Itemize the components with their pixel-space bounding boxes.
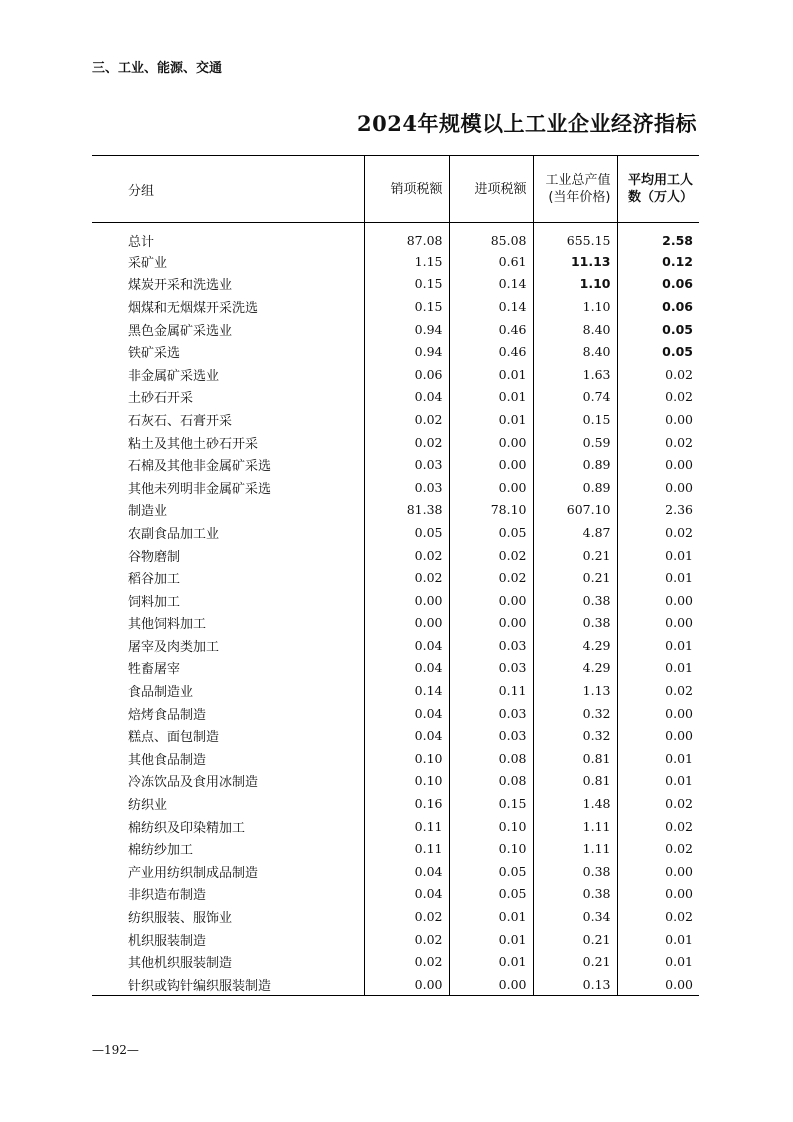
column-header-workers-line1: 平均用工人 <box>627 173 693 188</box>
sales-tax-cell: 0.04 <box>364 883 449 906</box>
input-tax-cell: 0.03 <box>449 634 533 657</box>
input-tax-cell: 78.10 <box>449 499 533 522</box>
table-row <box>92 408 699 431</box>
workers-cell: 0.06 <box>617 295 699 318</box>
sales-tax-cell: 0.11 <box>364 837 449 860</box>
output-value-cell: 0.13 <box>533 973 617 996</box>
sales-tax-cell: 0.04 <box>364 386 449 409</box>
input-tax-cell: 0.10 <box>449 815 533 838</box>
input-tax-cell: 0.03 <box>449 657 533 680</box>
table-row <box>92 476 699 499</box>
input-tax-cell: 0.05 <box>449 860 533 883</box>
input-tax-cell: 0.01 <box>449 363 533 386</box>
output-value-cell: 4.87 <box>533 521 617 544</box>
output-value-cell: 1.10 <box>533 295 617 318</box>
row-label: 农副食品加工业 <box>128 526 220 542</box>
sales-tax-cell: 0.04 <box>364 724 449 747</box>
sales-tax-cell: 0.02 <box>364 928 449 951</box>
column-header-output-value-line1: 工业总产值 <box>545 173 611 188</box>
table-row <box>92 386 699 409</box>
workers-cell: 0.00 <box>617 476 699 499</box>
output-value-cell: 0.89 <box>533 476 617 499</box>
row-label: 黑色金属矿采选业 <box>128 323 233 339</box>
table-row <box>92 724 699 747</box>
input-tax-cell: 0.14 <box>449 273 533 296</box>
column-header-input-tax: 进项税额 <box>449 156 533 223</box>
input-tax-cell: 0.02 <box>449 566 533 589</box>
row-label: 冷冻饮品及食用冰制造 <box>128 775 259 791</box>
output-value-cell: 0.38 <box>533 589 617 612</box>
row-label: 屠宰及肉类加工 <box>128 639 220 655</box>
workers-cell: 0.02 <box>617 431 699 454</box>
output-value-cell: 0.59 <box>533 431 617 454</box>
workers-cell: 0.00 <box>617 612 699 635</box>
input-tax-cell: 0.02 <box>449 544 533 567</box>
sales-tax-cell: 0.00 <box>364 589 449 612</box>
workers-cell: 0.02 <box>617 363 699 386</box>
sales-tax-cell: 0.02 <box>364 950 449 973</box>
output-value-cell: 0.34 <box>533 905 617 928</box>
table-row <box>92 747 699 770</box>
workers-cell: 0.02 <box>617 679 699 702</box>
table-row <box>92 544 699 567</box>
table-row <box>92 860 699 883</box>
input-tax-cell: 0.00 <box>449 973 533 996</box>
input-tax-cell: 0.14 <box>449 295 533 318</box>
row-label: 焙烤食品制造 <box>128 707 207 723</box>
workers-cell: 0.05 <box>617 318 699 341</box>
input-tax-cell: 0.01 <box>449 950 533 973</box>
input-tax-cell: 0.46 <box>449 318 533 341</box>
workers-cell: 0.01 <box>617 928 699 951</box>
row-label: 棉纺织及印染精加工 <box>128 820 246 836</box>
workers-cell: 0.00 <box>617 883 699 906</box>
workers-cell: 0.00 <box>617 589 699 612</box>
workers-cell: 0.02 <box>617 905 699 928</box>
output-value-cell: 0.32 <box>533 724 617 747</box>
sales-tax-cell: 0.15 <box>364 295 449 318</box>
section-header: 三、工业、能源、交通 <box>92 61 223 76</box>
page-title: 2024年规模以上工业企业经济指标 <box>357 111 697 136</box>
workers-cell: 0.02 <box>617 837 699 860</box>
output-value-cell: 0.15 <box>533 408 617 431</box>
output-value-cell: 0.81 <box>533 747 617 770</box>
table-row <box>92 295 699 318</box>
output-value-cell: 0.21 <box>533 928 617 951</box>
sales-tax-cell: 0.03 <box>364 453 449 476</box>
output-value-cell: 8.40 <box>533 318 617 341</box>
column-header-workers-line2: 数（万人） <box>627 190 693 205</box>
sales-tax-cell: 0.94 <box>364 318 449 341</box>
column-header-group: 分组 <box>128 183 155 199</box>
workers-cell: 0.02 <box>617 386 699 409</box>
row-label: 土砂石开采 <box>128 391 194 407</box>
table-row <box>92 792 699 815</box>
workers-cell: 0.12 <box>617 250 699 273</box>
table-row <box>92 883 699 906</box>
output-value-cell: 4.29 <box>533 657 617 680</box>
sales-tax-cell: 0.94 <box>364 340 449 363</box>
row-label: 产业用纺织制成品制造 <box>128 865 259 881</box>
workers-cell: 0.00 <box>617 860 699 883</box>
output-value-cell: 0.21 <box>533 544 617 567</box>
output-value-cell: 11.13 <box>533 250 617 273</box>
input-tax-cell: 0.00 <box>449 476 533 499</box>
row-label: 石棉及其他非金属矿采选 <box>128 459 272 475</box>
row-label: 饲料加工 <box>128 594 181 610</box>
workers-cell: 0.00 <box>617 724 699 747</box>
row-label: 非织造布制造 <box>128 888 207 904</box>
sales-tax-cell: 0.02 <box>364 408 449 431</box>
input-tax-cell: 0.00 <box>449 589 533 612</box>
workers-cell: 0.06 <box>617 273 699 296</box>
output-value-cell: 0.38 <box>533 883 617 906</box>
sales-tax-cell: 0.11 <box>364 815 449 838</box>
workers-cell: 0.05 <box>617 340 699 363</box>
output-value-cell: 655.15 <box>533 223 617 251</box>
sales-tax-cell: 0.10 <box>364 770 449 793</box>
workers-cell: 0.01 <box>617 747 699 770</box>
sales-tax-cell: 0.03 <box>364 476 449 499</box>
data-table <box>92 155 699 996</box>
input-tax-cell: 0.46 <box>449 340 533 363</box>
input-tax-cell: 0.03 <box>449 702 533 725</box>
table-row <box>92 657 699 680</box>
row-label: 粘土及其他土砂石开采 <box>128 436 259 452</box>
output-value-cell: 0.38 <box>533 612 617 635</box>
table-row <box>92 363 699 386</box>
workers-cell: 0.02 <box>617 815 699 838</box>
table-row <box>92 340 699 363</box>
table-row <box>92 223 699 251</box>
row-label: 稻谷加工 <box>128 572 181 588</box>
table-row <box>92 499 699 522</box>
output-value-cell: 607.10 <box>533 499 617 522</box>
workers-cell: 0.02 <box>617 792 699 815</box>
sales-tax-cell: 0.10 <box>364 747 449 770</box>
input-tax-cell: 0.61 <box>449 250 533 273</box>
input-tax-cell: 0.11 <box>449 679 533 702</box>
workers-cell: 0.01 <box>617 950 699 973</box>
output-value-cell: 8.40 <box>533 340 617 363</box>
row-label: 糕点、面包制造 <box>128 730 220 746</box>
input-tax-cell: 0.10 <box>449 837 533 860</box>
row-label: 棉纺纱加工 <box>128 843 194 859</box>
row-label: 纺织业 <box>128 798 168 814</box>
sales-tax-cell: 0.04 <box>364 860 449 883</box>
sales-tax-cell: 0.02 <box>364 905 449 928</box>
sales-tax-cell: 0.04 <box>364 657 449 680</box>
table-row <box>92 589 699 612</box>
table-body <box>92 223 699 996</box>
table-row <box>92 950 699 973</box>
sales-tax-cell: 81.38 <box>364 499 449 522</box>
workers-cell: 0.00 <box>617 453 699 476</box>
sales-tax-cell: 0.15 <box>364 273 449 296</box>
sales-tax-cell: 0.00 <box>364 612 449 635</box>
column-header-output-value-line2: (当年价格) <box>548 190 611 205</box>
input-tax-cell: 0.01 <box>449 408 533 431</box>
sales-tax-cell: 0.06 <box>364 363 449 386</box>
sales-tax-cell: 87.08 <box>364 223 449 251</box>
row-label: 烟煤和无烟煤开采洗选 <box>128 300 259 316</box>
table-row <box>92 770 699 793</box>
row-label: 总计 <box>128 235 155 250</box>
workers-cell: 0.01 <box>617 657 699 680</box>
row-label: 非金属矿采选业 <box>128 368 220 384</box>
sales-tax-cell: 0.02 <box>364 431 449 454</box>
row-label: 纺织服装、服饰业 <box>128 911 233 927</box>
table-row <box>92 679 699 702</box>
table-row <box>92 566 699 589</box>
output-value-cell: 0.32 <box>533 702 617 725</box>
input-tax-cell: 0.08 <box>449 747 533 770</box>
workers-cell: 0.00 <box>617 973 699 996</box>
output-value-cell: 1.48 <box>533 792 617 815</box>
workers-cell: 0.01 <box>617 566 699 589</box>
output-value-cell: 1.11 <box>533 815 617 838</box>
workers-cell: 0.01 <box>617 634 699 657</box>
output-value-cell: 0.21 <box>533 566 617 589</box>
input-tax-cell: 0.15 <box>449 792 533 815</box>
output-value-cell: 1.11 <box>533 837 617 860</box>
column-header-sales-tax: 销项税额 <box>364 156 449 223</box>
workers-cell: 0.00 <box>617 702 699 725</box>
sales-tax-cell: 0.02 <box>364 566 449 589</box>
sales-tax-cell: 0.05 <box>364 521 449 544</box>
input-tax-cell: 0.00 <box>449 431 533 454</box>
output-value-cell: 0.74 <box>533 386 617 409</box>
table-row <box>92 905 699 928</box>
table-row <box>92 815 699 838</box>
input-tax-cell: 0.00 <box>449 612 533 635</box>
input-tax-cell: 0.08 <box>449 770 533 793</box>
output-value-cell: 0.38 <box>533 860 617 883</box>
table-row <box>92 273 699 296</box>
table-row <box>92 250 699 273</box>
row-label: 其他饲料加工 <box>128 617 207 633</box>
table-row <box>92 612 699 635</box>
table-row <box>92 431 699 454</box>
workers-cell: 0.01 <box>617 770 699 793</box>
row-label: 机织服装制造 <box>128 933 207 949</box>
output-value-cell: 0.89 <box>533 453 617 476</box>
table-row <box>92 837 699 860</box>
table-row <box>92 634 699 657</box>
sales-tax-cell: 0.04 <box>364 634 449 657</box>
output-value-cell: 1.13 <box>533 679 617 702</box>
input-tax-cell: 85.08 <box>449 223 533 251</box>
output-value-cell: 0.81 <box>533 770 617 793</box>
table-row <box>92 973 699 996</box>
table-row <box>92 318 699 341</box>
row-label: 采矿业 <box>128 255 168 271</box>
row-label: 谷物磨制 <box>128 549 181 565</box>
table-header-row <box>92 156 699 223</box>
input-tax-cell: 0.05 <box>449 883 533 906</box>
table-row <box>92 928 699 951</box>
table-row <box>92 453 699 476</box>
sales-tax-cell: 0.14 <box>364 679 449 702</box>
row-label: 针织或钩针编织服装制造 <box>128 978 272 994</box>
output-value-cell: 0.21 <box>533 950 617 973</box>
input-tax-cell: 0.01 <box>449 905 533 928</box>
sales-tax-cell: 0.02 <box>364 544 449 567</box>
page-number: —192— <box>92 1043 139 1057</box>
workers-cell: 2.58 <box>617 223 699 251</box>
workers-cell: 0.02 <box>617 521 699 544</box>
input-tax-cell: 0.03 <box>449 724 533 747</box>
input-tax-cell: 0.00 <box>449 453 533 476</box>
row-label: 煤炭开采和洗选业 <box>128 278 233 294</box>
sales-tax-cell: 0.04 <box>364 702 449 725</box>
row-label: 食品制造业 <box>128 685 194 701</box>
column-header-output-value <box>533 156 617 223</box>
input-tax-cell: 0.01 <box>449 928 533 951</box>
table-row <box>92 521 699 544</box>
row-label: 石灰石、石膏开采 <box>128 413 233 429</box>
output-value-cell: 1.10 <box>533 273 617 296</box>
row-label: 其他食品制造 <box>128 752 207 768</box>
row-label: 铁矿采选 <box>128 346 181 362</box>
row-label: 牲畜屠宰 <box>128 662 181 678</box>
row-label: 制造业 <box>128 504 168 520</box>
workers-cell: 2.36 <box>617 499 699 522</box>
sales-tax-cell: 0.16 <box>364 792 449 815</box>
input-tax-cell: 0.01 <box>449 386 533 409</box>
sales-tax-cell: 1.15 <box>364 250 449 273</box>
output-value-cell: 4.29 <box>533 634 617 657</box>
workers-cell: 0.01 <box>617 544 699 567</box>
row-label: 其他机织服装制造 <box>128 956 233 972</box>
table-row <box>92 702 699 725</box>
input-tax-cell: 0.05 <box>449 521 533 544</box>
output-value-cell: 1.63 <box>533 363 617 386</box>
row-label: 其他未列明非金属矿采选 <box>128 481 272 497</box>
sales-tax-cell: 0.00 <box>364 973 449 996</box>
column-header-workers <box>617 156 699 223</box>
workers-cell: 0.00 <box>617 408 699 431</box>
